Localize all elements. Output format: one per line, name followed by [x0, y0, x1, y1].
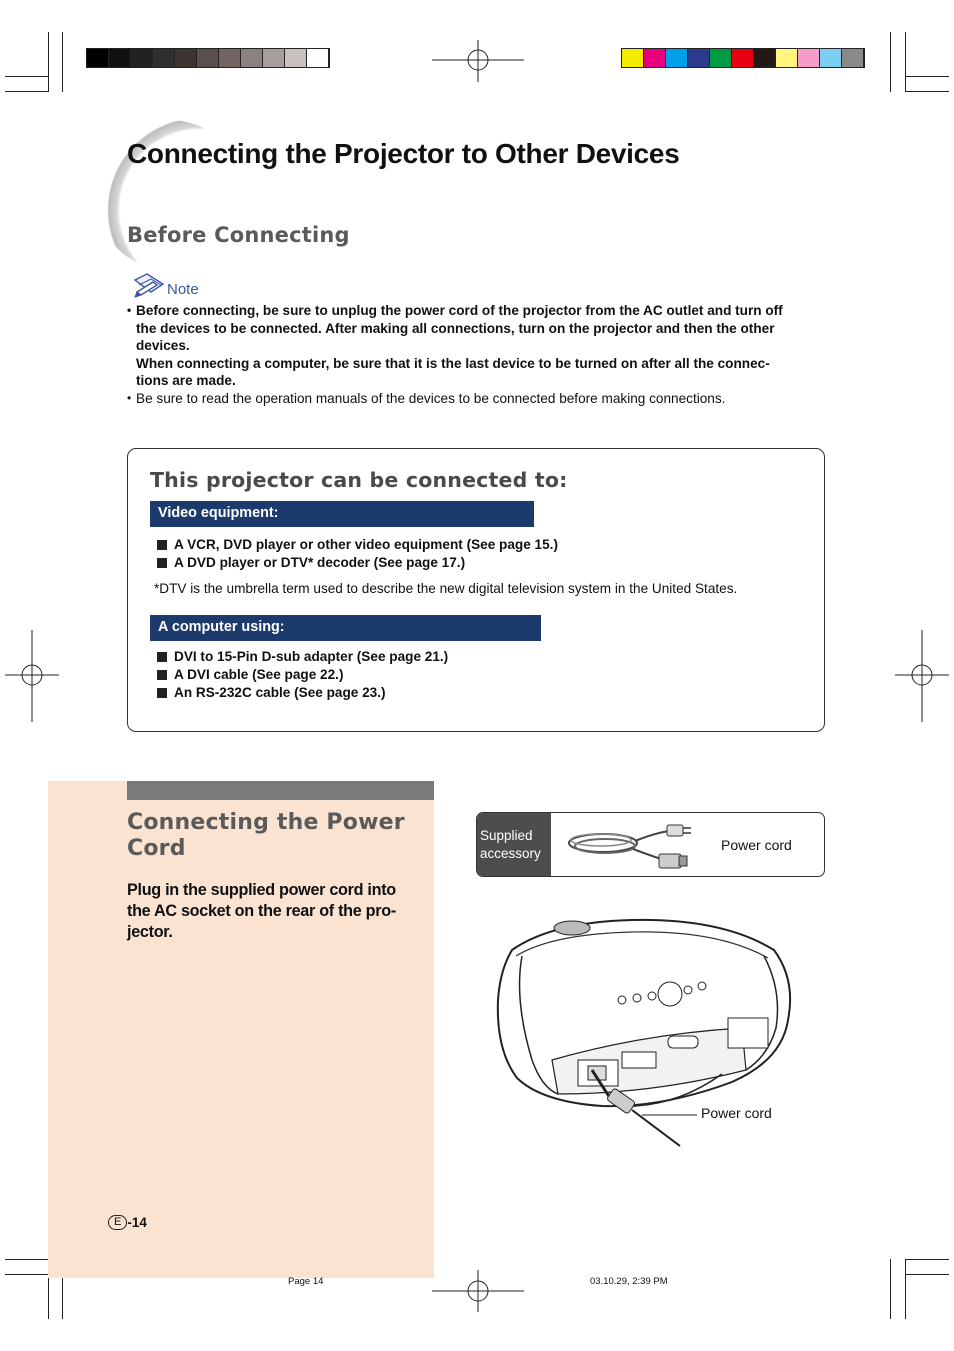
bullet-read-manuals: • Be sure to read the operation manuals of the devices to be connected before making connections.: [127, 390, 827, 408]
bullet-line: the devices to be connected. After making all connections, turn on the projector and then the other: [136, 320, 775, 336]
note-pencil-icon: [133, 270, 165, 298]
before-connecting-heading: Before Connecting: [127, 223, 350, 247]
plug-in-instruction: [127, 880, 427, 943]
list-item: A DVD player or DTV* decoder (See page 17.): [157, 554, 558, 572]
note: [133, 270, 199, 298]
supplied-accessory-label: [477, 813, 551, 876]
heading-line: Connecting the Power: [127, 810, 405, 835]
list-item: DVI to 15-Pin D-sub adapter (See page 21.): [157, 648, 448, 666]
page-number: [108, 1215, 147, 1230]
list-item: A DVI cable (See page 22.): [157, 666, 448, 684]
registration-mark-right: [895, 630, 949, 722]
registration-mark-left: [5, 630, 59, 722]
section-bar: [127, 781, 434, 800]
power-cord-accessory-icon: [565, 819, 695, 871]
grayscale-bar: [86, 48, 330, 68]
instruction-line: the AC socket on the rear of the pro-: [127, 902, 396, 920]
instruction-line: jector.: [127, 923, 173, 941]
page-number-text: -14: [127, 1215, 147, 1230]
heading-line: Cord: [127, 836, 186, 861]
color-bar: [621, 48, 865, 68]
video-equipment-bar: Video equipment:: [150, 501, 534, 527]
bullet-line: devices.: [136, 338, 190, 354]
label-line: accessory: [480, 846, 541, 861]
registration-mark-top: [432, 40, 524, 82]
video-equipment-list: [157, 536, 558, 572]
list-item: An RS-232C cable (See page 23.): [157, 684, 448, 702]
page-letter-badge: E: [108, 1215, 127, 1230]
power-cord-heading: [127, 810, 405, 862]
print-date-label: 03.10.29, 2:39 PM: [590, 1276, 668, 1287]
bullet-unplug: [127, 302, 827, 390]
instruction-line: Plug in the supplied power cord into: [127, 881, 396, 899]
computer-bar: A computer using:: [150, 615, 541, 641]
page-title: Connecting the Projector to Other Devices: [127, 138, 680, 169]
list-item: A VCR, DVD player or other video equipment (See page 15.): [157, 536, 558, 554]
supplied-accessory-box: [476, 812, 825, 877]
registration-mark-bottom: [432, 1270, 524, 1312]
print-page-label: Page 14: [288, 1276, 324, 1287]
accessory-item-label: Power cord: [721, 837, 792, 853]
bullet-line: When connecting a computer, be sure that it is the last device to be turned on after all the connec-: [136, 355, 770, 371]
label-line: Supplied: [480, 828, 533, 843]
note-label: Note: [167, 281, 199, 298]
bullet-line: tions are made.: [136, 373, 236, 389]
figure-callout-label: Power cord: [701, 1105, 772, 1121]
connectable-heading: This projector can be connected to:: [150, 468, 568, 492]
dtv-footnote: *DTV is the umbrella term used to describe the new digital television system in the United States.: [154, 581, 738, 596]
bullet-line: • Before connecting, be sure to unplug the power cord of the projector from the AC outlet and turn off: [136, 303, 783, 318]
computer-list: [157, 648, 448, 702]
before-bullets: [127, 302, 827, 408]
